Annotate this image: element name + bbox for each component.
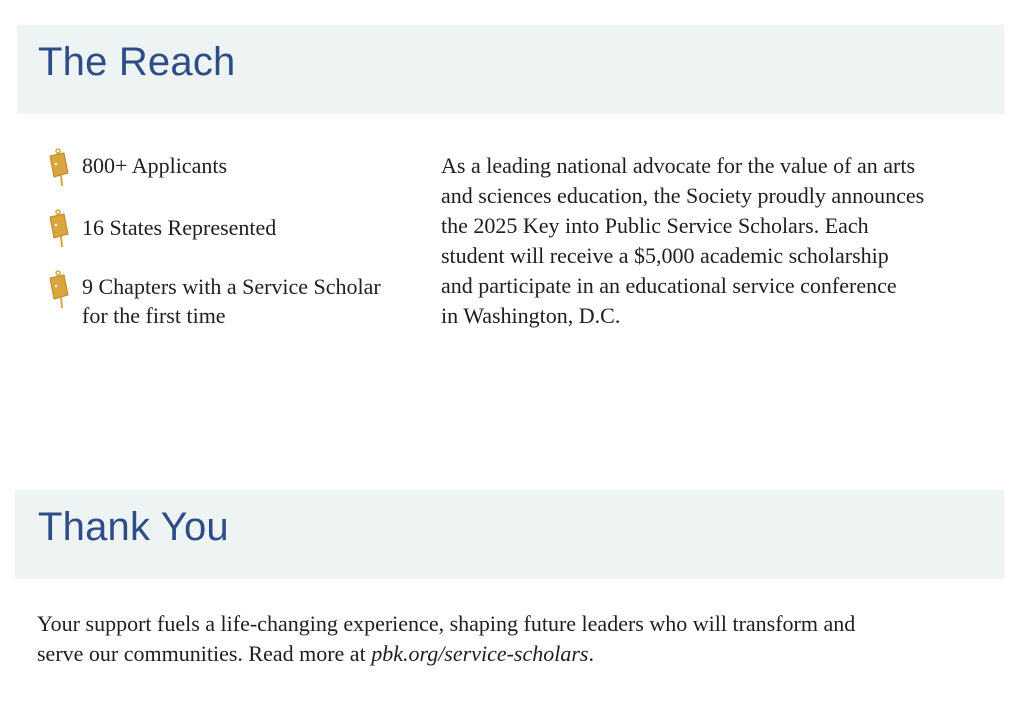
description-line: and sciences education, the Society proudly announces [441,183,925,208]
reach-heading: The Reach [38,40,236,84]
description-line: As a leading national advocate for the value of an arts [441,153,916,178]
description-line: student will receive a $5,000 academic scholarship [441,243,889,268]
stat-label-line: for the first time [82,303,226,328]
thanks-line-suffix: . [588,641,594,666]
reach-description [441,151,1001,331]
description-line: and participate in an educational service conference [441,273,897,298]
key-icon [46,270,70,310]
key-icon [46,209,70,249]
stat-label: 800+ Applicants [82,153,228,178]
stat-label [82,272,381,330]
thanks-line-prefix: serve our communities. Read more at [37,641,372,666]
key-icon [46,148,70,188]
description-line: the 2025 Key into Public Service Scholars. Each [441,213,869,238]
stat-label: 16 States Represented [82,215,277,240]
thanks-heading: Thank You [38,505,229,549]
thanks-section-header [15,490,1004,579]
website-link[interactable]: pbk.org/service-scholars [371,641,589,666]
description-line: in Washington, D.C. [441,303,621,328]
thanks-line: Your support fuels a life-changing experience, shaping future leaders who will transform and [37,611,856,636]
reach-section-header [17,25,1004,114]
stat-label-line: 9 Chapters with a Service Scholar [82,274,381,299]
thanks-message [37,609,997,669]
